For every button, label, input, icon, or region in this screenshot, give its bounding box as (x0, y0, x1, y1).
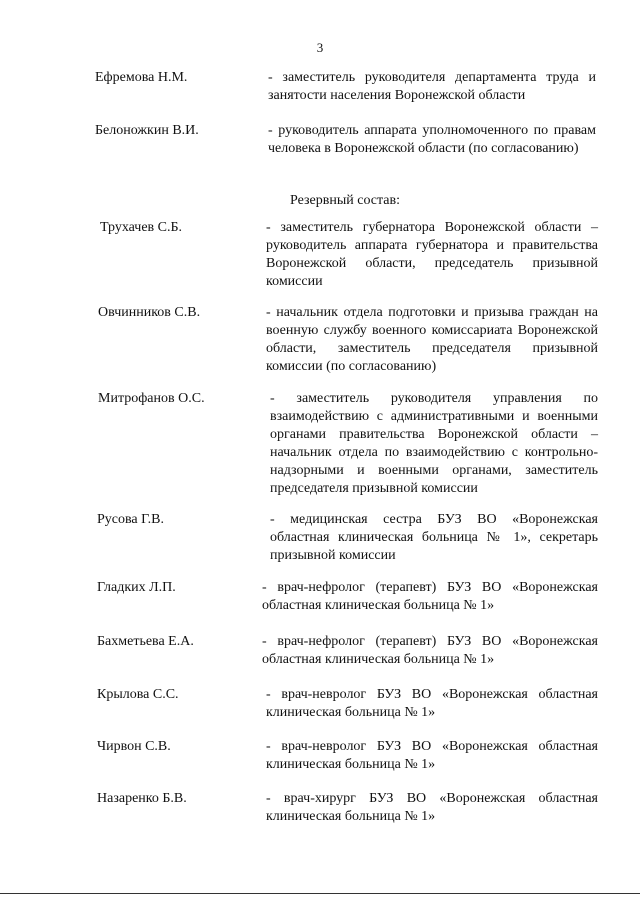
member-role: - врач-хирург БУЗ ВО «Воронежская областная клиническая больница № 1» (266, 791, 598, 824)
member-name: Чирвон С.В. (97, 739, 171, 754)
member-name: Белоножкин В.И. (95, 123, 199, 138)
member-name: Бахметьева Е.А. (97, 634, 194, 649)
member-role: - врач-нефролог (терапевт) БУЗ ВО «Воронежская областная клиническая больница № 1» (262, 634, 598, 667)
reserve-section-heading: Резервный состав: (290, 193, 401, 208)
page-number: 3 (316, 40, 324, 55)
member-role: - врач-невролог БУЗ ВО «Воронежская областная клиническая больница № 1» (266, 739, 598, 772)
member-role: - заместитель губернатора Воронежской области – руководитель аппарата губернатора и правительства Воронежской области, председатель призывной комиссии (266, 220, 598, 289)
footer-rule (0, 893, 640, 894)
member-role: - медицинская сестра БУЗ ВО «Воронежская областная клиническая больница № 1», секретарь призывной комиссии (270, 512, 598, 563)
member-role: - врач-нефролог (терапевт) БУЗ ВО «Воронежская областная клиническая больница № 1» (262, 580, 598, 613)
member-name: Овчинников С.В. (98, 305, 201, 320)
member-name: Ефремова Н.М. (95, 70, 188, 85)
member-role: - руководитель аппарата уполномоченного по правам человека в Воронежской области (по согласованию) (268, 123, 596, 156)
member-role: - начальник отдела подготовки и призыва граждан на военную службу военного комиссариата Воронежской области, заместитель председателя призывной комиссии (по согласованию) (266, 305, 598, 374)
member-name: Гладких Л.П. (97, 580, 176, 595)
member-name: Назаренко Б.В. (97, 791, 187, 806)
member-name: Трухачев С.Б. (100, 220, 183, 235)
member-role: - врач-невролог БУЗ ВО «Воронежская областная клиническая больница № 1» (266, 687, 598, 720)
member-name: Митрофанов О.С. (98, 391, 205, 406)
member-name: Русова Г.В. (97, 512, 164, 527)
member-role: - заместитель руководителя департамента труда и занятости населения Воронежской области (268, 70, 596, 103)
member-name: Крылова С.С. (97, 687, 179, 702)
member-role: - заместитель руководителя управления по взаимодействию с административными и военными органами правительства Воронежской области – начальник отдела по взаимодействию с контрольно-надзорными и военными органами, заместитель председателя призывной комиссии (270, 391, 598, 496)
